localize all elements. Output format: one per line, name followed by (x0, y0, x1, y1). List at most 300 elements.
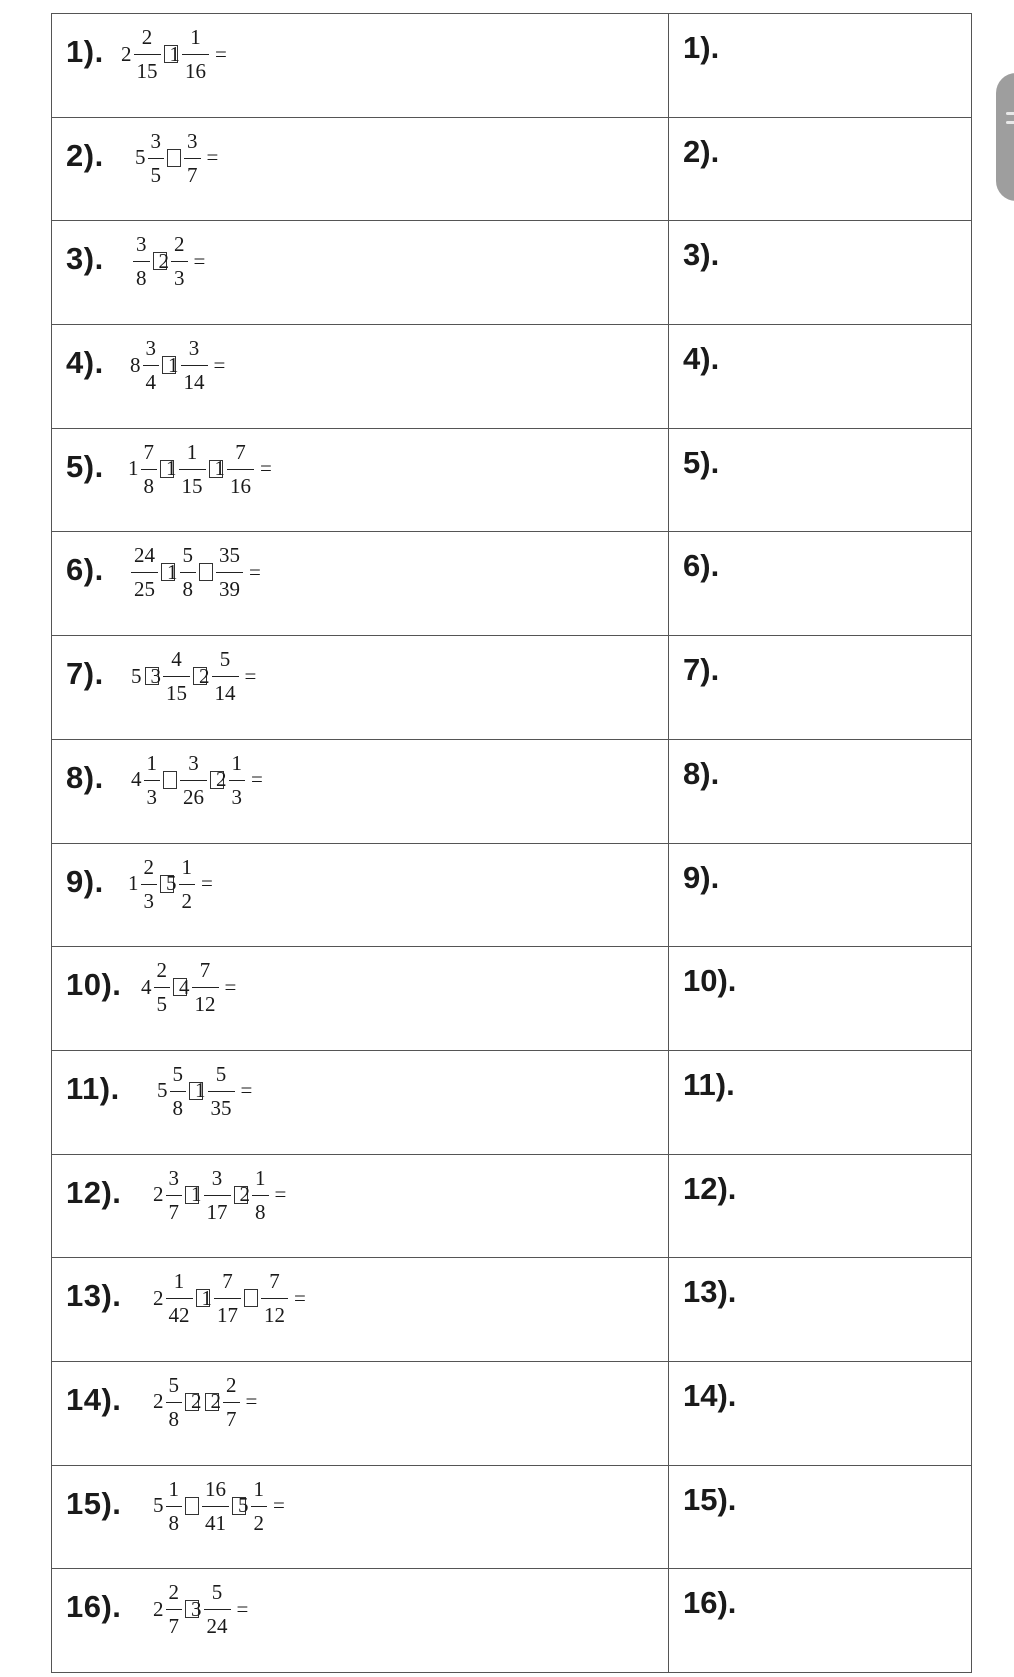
exercise-row (52, 221, 972, 325)
problem-cell (52, 1569, 669, 1673)
fraction (166, 1167, 183, 1223)
numerator: 3 (188, 750, 199, 775)
denominator: 8 (136, 266, 147, 291)
missing-glyph-group (161, 771, 179, 789)
denominator: 14 (214, 681, 236, 706)
missing-glyph-group (158, 871, 178, 896)
glyph-digit: 2 (210, 1389, 221, 1414)
fraction (182, 26, 209, 82)
denominator: 7 (187, 162, 198, 187)
answer-cell[interactable] (669, 428, 972, 532)
missing-glyph-box-icon (167, 149, 181, 167)
fraction-bar (204, 1609, 231, 1610)
missing-glyph-group (171, 975, 191, 1000)
fraction (261, 1270, 288, 1326)
fraction-bar (143, 365, 160, 366)
numerator: 1 (168, 1476, 179, 1501)
answer-number: 1). (683, 30, 720, 65)
problem-cell (52, 1050, 669, 1154)
answer-number: 2). (683, 133, 720, 169)
equals-sign: = (274, 1182, 287, 1207)
numerator: 5 (182, 543, 193, 568)
problem-number: 16). (66, 1589, 122, 1625)
equals-sign: = (213, 352, 226, 377)
denominator: 2 (253, 1510, 264, 1535)
answer-cell[interactable] (669, 325, 972, 429)
answer-cell[interactable] (669, 14, 972, 118)
equals-sign: = (294, 1285, 306, 1310)
fraction-bar (134, 54, 161, 55)
denominator: 4 (145, 370, 156, 395)
problem-number: 10). (66, 967, 122, 1003)
fraction-bar (163, 676, 190, 677)
problem-cell (52, 428, 669, 532)
fraction (202, 1478, 229, 1534)
glyph-digit: 2 (199, 663, 210, 688)
denominator: 15 (181, 473, 203, 498)
fraction-bar (148, 158, 165, 159)
missing-glyph-group (183, 1389, 203, 1414)
numerator: 3 (188, 336, 200, 361)
fraction-bar (204, 1195, 231, 1196)
answer-number: 12). (683, 1170, 737, 1206)
numerator: 1 (231, 750, 242, 775)
drag-lines-icon (1006, 112, 1014, 134)
numerator: 5 (215, 1061, 227, 1086)
whole-number: 2 (121, 41, 132, 66)
fraction-bar (166, 1195, 183, 1196)
missing-glyph-group (194, 1286, 214, 1311)
exercise-row (52, 739, 972, 843)
numerator: 5 (168, 1372, 179, 1397)
fraction (212, 648, 239, 704)
whole-number: 2 (153, 1182, 164, 1207)
fraction-bar (212, 676, 239, 677)
problem-expression (127, 848, 214, 920)
equals-sign: = (273, 1493, 285, 1518)
fraction (166, 1581, 183, 1637)
numerator: 7 (143, 439, 154, 464)
problem-number: 7). (66, 656, 104, 692)
fraction-bar (141, 469, 158, 470)
problem-number: 4). (66, 345, 104, 381)
fraction-bar (216, 572, 243, 573)
problem-cell (52, 1258, 669, 1362)
answer-cell[interactable] (669, 1361, 972, 1465)
problem-cell (52, 221, 669, 325)
missing-glyph-group (232, 1182, 252, 1207)
answer-number: 13). (683, 1274, 737, 1310)
denominator: 8 (182, 577, 193, 602)
whole-number: 2 (153, 1596, 164, 1621)
answer-cell[interactable] (669, 636, 972, 740)
glyph-digit: 1 (168, 352, 179, 377)
problem-expression (120, 18, 228, 90)
missing-glyph-group (203, 1389, 223, 1414)
numerator: 7 (199, 958, 211, 983)
numerator: 5 (172, 1061, 183, 1086)
fraction (223, 1374, 240, 1430)
denominator: 8 (168, 1406, 179, 1431)
fraction-bar (154, 987, 171, 988)
problem-number: 8). (66, 759, 104, 795)
fraction (227, 441, 254, 497)
fraction-bar (223, 1402, 240, 1403)
missing-glyph-group (197, 563, 215, 581)
denominator: 2 (181, 888, 192, 913)
numerator: 3 (136, 232, 147, 257)
missing-glyph-group (183, 1497, 201, 1515)
denominator: 42 (168, 1303, 190, 1328)
equals-sign: = (249, 559, 261, 584)
exercise-row (52, 532, 972, 636)
denominator: 25 (134, 577, 155, 602)
fraction (180, 752, 207, 808)
problem-number: 11). (66, 1070, 120, 1106)
numerator: 16 (205, 1476, 226, 1501)
denominator: 41 (205, 1510, 226, 1535)
fraction-bar (229, 780, 246, 781)
fraction-bar (179, 884, 196, 885)
answer-number: 7). (683, 652, 720, 688)
answer-cell[interactable] (669, 1465, 972, 1569)
denominator: 12 (264, 1303, 285, 1328)
problem-cell (52, 947, 669, 1051)
problem-cell (52, 843, 669, 947)
denominator: 26 (183, 784, 204, 809)
answer-cell[interactable] (669, 1258, 972, 1362)
whole-number: 5 (157, 1078, 168, 1103)
denominator: 3 (231, 784, 242, 809)
fraction-bar (144, 780, 161, 781)
fraction-bar (141, 884, 158, 885)
problem-number: 5). (66, 448, 104, 484)
fraction-bar (252, 1195, 269, 1196)
numerator: 1 (190, 25, 201, 49)
answer-cell[interactable] (669, 1050, 972, 1154)
exercise-row (52, 1258, 972, 1362)
exercise-row (52, 1361, 972, 1465)
fraction-bar (166, 1402, 183, 1403)
fraction (204, 1581, 231, 1637)
side-panel-handle[interactable] (996, 73, 1014, 201)
fraction-bar (227, 469, 254, 470)
denominator: 17 (206, 1199, 228, 1224)
problem-cell (52, 1465, 669, 1569)
exercise-row (52, 1154, 972, 1258)
denominator: 15 (166, 681, 187, 706)
denominator: 7 (168, 1199, 179, 1224)
whole-number: 1 (128, 871, 139, 895)
glyph-digit: 1 (191, 1182, 202, 1207)
missing-glyph-box-icon (185, 1497, 199, 1515)
missing-glyph-group (162, 42, 182, 67)
numerator: 2 (156, 958, 167, 983)
equals-sign: = (245, 1389, 258, 1414)
glyph-digit: 1 (169, 41, 180, 66)
fraction-bar (180, 572, 197, 573)
numerator: 5 (219, 647, 231, 672)
fraction (251, 1478, 268, 1534)
denominator: 12 (194, 992, 216, 1017)
glyph-digit: 3 (150, 663, 161, 688)
missing-glyph-group (242, 1289, 260, 1307)
equals-sign: = (244, 663, 257, 688)
numerator: 2 (141, 25, 153, 49)
problem-cell (52, 1361, 669, 1465)
numerator: 1 (146, 750, 157, 775)
fraction (181, 337, 208, 393)
numerator: 35 (219, 543, 240, 568)
answer-cell[interactable] (669, 843, 972, 947)
fraction (184, 130, 201, 186)
missing-glyph-group (208, 767, 228, 792)
problem-cell (52, 1154, 669, 1258)
missing-glyph-group (191, 664, 211, 689)
fraction (166, 1374, 183, 1430)
fraction (216, 544, 243, 600)
fraction (144, 752, 161, 808)
problem-expression (130, 640, 257, 712)
numerator: 24 (134, 543, 155, 568)
fraction (214, 1270, 241, 1326)
denominator: 39 (219, 577, 240, 602)
glyph-digit: 1 (201, 1285, 212, 1310)
whole-number: 2 (153, 1389, 164, 1414)
numerator: 7 (235, 439, 246, 464)
fraction-bar (180, 780, 207, 781)
denominator: 8 (172, 1095, 183, 1120)
glyph-digit: 1 (214, 456, 225, 481)
numerator: 1 (186, 439, 198, 464)
glyph-digit: 2 (191, 1389, 202, 1414)
numerator: 3 (168, 1165, 179, 1190)
whole-number: 1 (128, 456, 139, 481)
denominator: 3 (174, 266, 185, 291)
equals-sign: = (260, 456, 272, 481)
numerator: 3 (187, 128, 198, 153)
missing-glyph-group (160, 353, 180, 378)
answer-number: 3). (683, 237, 720, 273)
fraction (229, 752, 246, 808)
fraction (154, 959, 171, 1015)
exercise-row (52, 1569, 972, 1673)
fraction (133, 233, 150, 289)
fraction (192, 959, 219, 1015)
problem-expression (152, 1470, 286, 1542)
fraction-bar (181, 365, 208, 366)
denominator: 16 (185, 59, 206, 83)
problem-expression (152, 1573, 249, 1645)
answer-cell[interactable] (669, 221, 972, 325)
answer-number: 11). (683, 1066, 735, 1102)
answer-cell[interactable] (669, 739, 972, 843)
missing-glyph-group (143, 664, 163, 689)
fraction-bar (170, 1091, 187, 1092)
missing-glyph-group (183, 1182, 203, 1207)
denominator: 8 (143, 473, 154, 498)
numerator: 2 (143, 854, 154, 879)
answer-number: 9). (683, 859, 720, 895)
problem-cell (52, 532, 669, 636)
whole-number: 5 (135, 145, 146, 170)
problem-expression (132, 225, 206, 297)
worksheet (51, 13, 971, 1673)
numerator: 5 (211, 1580, 223, 1605)
exercise-row (52, 636, 972, 740)
fraction-bar (179, 469, 206, 470)
glyph-digit: 5 (166, 871, 177, 895)
equals-sign: = (193, 248, 206, 273)
fraction-bar (251, 1506, 268, 1507)
numerator: 3 (150, 128, 161, 153)
fraction (163, 648, 190, 704)
fraction (131, 544, 158, 600)
problem-number: 14). (66, 1381, 122, 1417)
numerator: 7 (269, 1269, 280, 1294)
fraction (179, 856, 196, 912)
missing-glyph-group (165, 149, 183, 167)
equals-sign: = (236, 1596, 249, 1621)
numerator: 1 (253, 1476, 264, 1501)
numerator: 3 (145, 336, 156, 361)
numerator: 2 (174, 232, 185, 257)
fraction (166, 1270, 193, 1326)
fraction (204, 1167, 231, 1223)
numerator: 7 (222, 1269, 233, 1294)
fraction (141, 856, 158, 912)
missing-glyph-group (183, 1597, 203, 1622)
exercise-row (52, 1465, 972, 1569)
fraction (134, 26, 161, 82)
whole-number: 8 (130, 352, 141, 377)
fraction (148, 130, 165, 186)
equals-sign: = (215, 41, 227, 66)
problem-cell (52, 325, 669, 429)
fraction (143, 337, 160, 393)
problem-expression (152, 1159, 287, 1231)
problem-cell (52, 117, 669, 221)
answer-cell[interactable] (669, 1569, 972, 1673)
problem-number: 3). (66, 241, 104, 277)
answer-number: 16). (683, 1585, 737, 1621)
fraction-bar (171, 261, 188, 262)
fraction-bar (131, 572, 158, 573)
equals-sign: = (251, 767, 263, 792)
glyph-digit: 2 (158, 248, 169, 273)
answer-cell[interactable] (669, 1154, 972, 1258)
fraction-bar (166, 1609, 183, 1610)
fraction-bar (208, 1091, 235, 1092)
numerator: 1 (255, 1165, 266, 1190)
answer-cell[interactable] (669, 532, 972, 636)
glyph-digit: 5 (238, 1493, 249, 1518)
answer-cell[interactable] (669, 117, 972, 221)
equals-sign: = (206, 145, 219, 170)
answer-number: 4). (683, 341, 720, 377)
problem-expression (156, 1055, 253, 1127)
answer-number: 14). (683, 1377, 737, 1413)
fraction-bar (214, 1298, 241, 1299)
problem-cell (52, 739, 669, 843)
answer-number: 15). (683, 1481, 737, 1517)
glyph-digit: 1 (195, 1078, 206, 1103)
fraction (179, 441, 206, 497)
missing-glyph-group (187, 1078, 207, 1103)
missing-glyph-group (207, 456, 227, 481)
denominator: 3 (143, 888, 154, 913)
problem-expression (130, 744, 264, 816)
missing-glyph-box-icon (199, 563, 213, 581)
exercise-row (52, 428, 972, 532)
glyph-digit: 4 (179, 974, 190, 999)
problem-cell (52, 636, 669, 740)
problem-expression (127, 433, 273, 505)
answer-number: 10). (683, 963, 737, 999)
glyph-digit: 2 (239, 1182, 250, 1207)
denominator: 15 (136, 59, 158, 83)
numerator: 4 (171, 647, 182, 672)
whole-number: 4 (131, 767, 142, 792)
fraction-bar (192, 987, 219, 988)
whole-number: 5 (131, 663, 142, 688)
answer-cell[interactable] (669, 947, 972, 1051)
problem-number: 6). (66, 552, 104, 588)
missing-glyph-group (151, 249, 171, 274)
fraction (166, 1478, 183, 1534)
equals-sign: = (201, 871, 213, 895)
answer-number: 5). (683, 444, 720, 480)
numerator: 3 (211, 1165, 223, 1190)
fraction-bar (182, 54, 209, 55)
denominator: 7 (168, 1614, 179, 1639)
glyph-digit: 1 (166, 456, 177, 481)
fraction (171, 233, 188, 289)
exercise-row (52, 325, 972, 429)
problem-number: 15). (66, 1485, 122, 1521)
whole-number: 2 (153, 1285, 164, 1310)
glyph-digit: 2 (216, 767, 227, 792)
missing-glyph-group (158, 456, 178, 481)
fraction-bar (133, 261, 150, 262)
fraction-bar (166, 1506, 183, 1507)
fraction (180, 544, 197, 600)
denominator: 8 (255, 1199, 266, 1224)
numerator: 2 (226, 1372, 237, 1397)
missing-glyph-group (230, 1493, 250, 1518)
denominator: 24 (206, 1614, 228, 1639)
equals-sign: = (240, 1078, 253, 1103)
denominator: 14 (183, 370, 205, 395)
fraction-bar (166, 1298, 193, 1299)
problem-number: 9). (66, 863, 104, 899)
fraction-bar (184, 158, 201, 159)
glyph-digit: 3 (191, 1596, 202, 1621)
missing-glyph-group (159, 560, 179, 585)
problem-expression (129, 329, 226, 401)
fraction (208, 1063, 235, 1119)
fraction (141, 441, 158, 497)
denominator: 35 (210, 1095, 232, 1120)
denominator: 16 (230, 473, 251, 498)
equals-sign: = (224, 974, 237, 999)
exercise-row (52, 117, 972, 221)
numerator: 2 (168, 1580, 179, 1605)
denominator: 5 (150, 162, 161, 187)
glyph-digit: 1 (167, 559, 178, 584)
problem-expression (152, 1366, 258, 1438)
problem-expression (134, 122, 219, 194)
